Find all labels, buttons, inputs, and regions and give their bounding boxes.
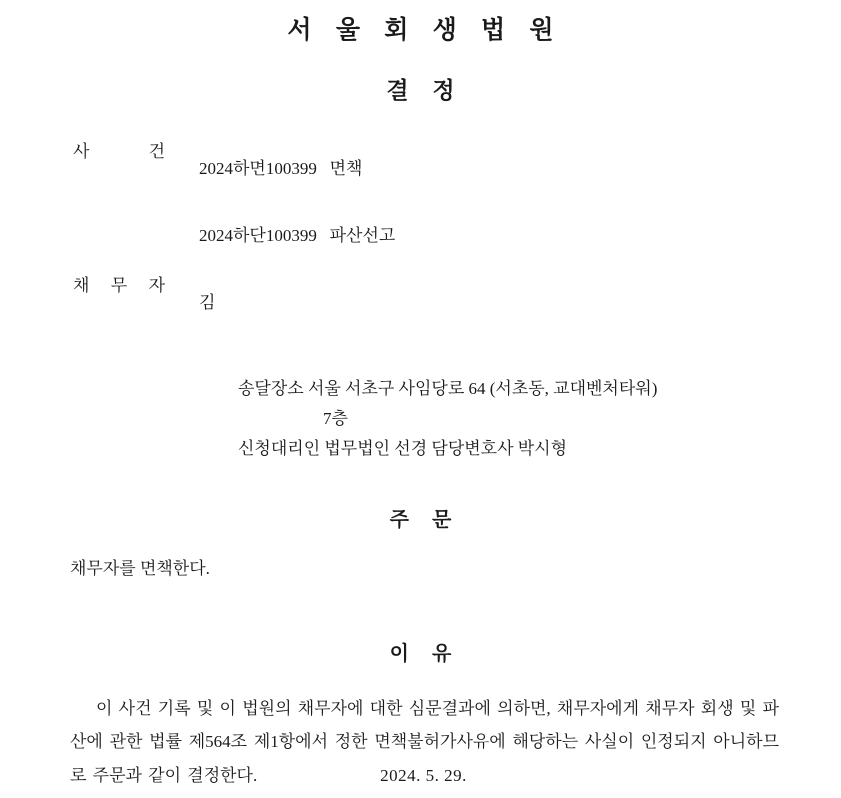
service-address-line2: 7층 <box>323 408 348 428</box>
case-row <box>0 210 841 261</box>
case-label-char: 건 <box>148 142 165 161</box>
case-info-block <box>0 143 841 328</box>
decision-date: 2024. 5. 29. <box>380 766 467 785</box>
document-type-heading: 결 정 <box>386 78 464 103</box>
order-section-heading: 주 문 <box>389 509 461 532</box>
case-value <box>165 143 362 194</box>
case-name: 면책 <box>329 159 363 178</box>
case-number: 2024하단100399 <box>199 226 317 245</box>
case-label-char: 자 <box>148 276 165 295</box>
reason-section-heading: 이 유 <box>389 643 461 666</box>
case-row <box>0 143 841 194</box>
case-label-사건 <box>0 143 165 160</box>
case-value <box>165 210 395 261</box>
court-title: 서 울 회 생 법 원 <box>287 17 563 44</box>
service-address-block <box>0 374 841 463</box>
case-row <box>0 277 841 328</box>
document-page <box>0 10 841 798</box>
case-value <box>165 277 215 328</box>
order-section-text: 채무자를 면책한다. <box>70 559 210 579</box>
case-label-char: 사 <box>73 142 90 161</box>
case-name: 파산선고 <box>329 226 396 245</box>
reason-body: 이 사건 기록 및 이 법원의 채무자에 대한 심문결과에 의하면, 채무자에게 채무자 회생 및 파산에 관한 법률 제564조 제1항에서 정한 면책불허가사유에 해당하는 사실이 인정되지 아니하므로 주문과 같이 결정한다. <box>70 699 779 785</box>
case-label-char: 채 <box>73 276 90 295</box>
case-number: 2024하면100399 <box>199 159 317 178</box>
debtor-name: 김 <box>199 293 216 312</box>
service-address-line1: 송달장소 서울 서초구 사임당로 64 (서초동, 교대벤처타워) <box>238 379 658 398</box>
case-label-char: 무 <box>110 276 128 295</box>
case-label-채무자 <box>0 277 165 294</box>
representative-line: 신청대리인 법무법인 선경 담당변호사 박시형 <box>238 438 568 458</box>
